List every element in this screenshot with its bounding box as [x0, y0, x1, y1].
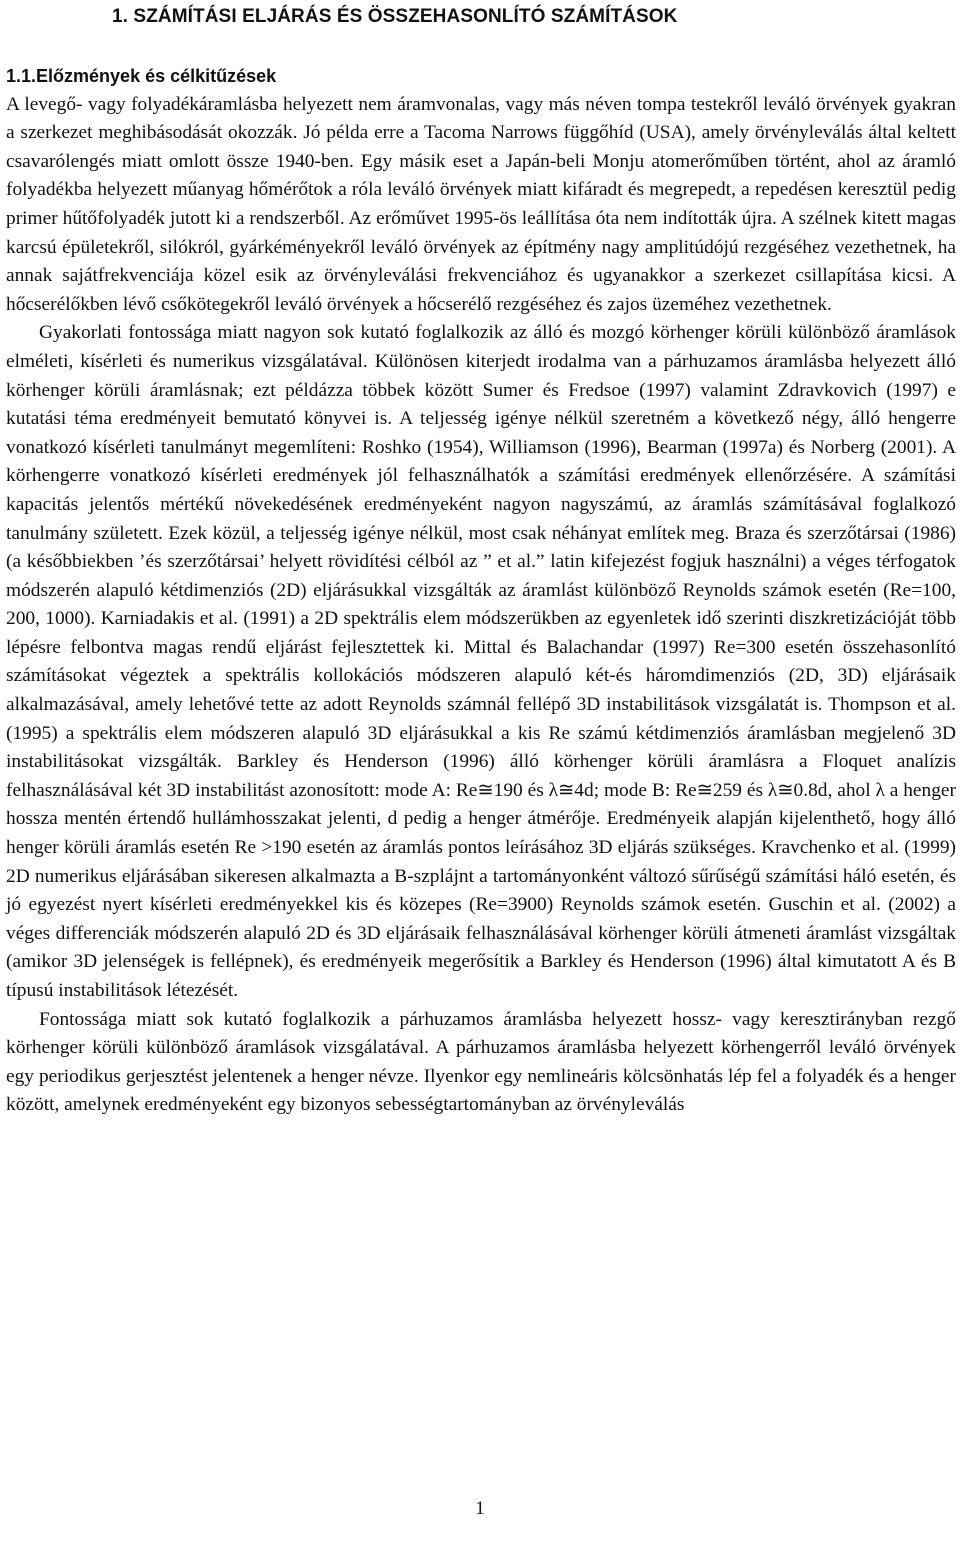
section-number: 1.1. [6, 66, 37, 86]
paragraph-2: Gyakorlati fontossága miatt nagyon sok kutató foglalkozik az álló és mozgó körhenger körüli különböző áramlások elméleti, kísérleti és numerikus vizsgálatával. Különösen kiterjedt irodalma van a párhuzamos áramlásba helyezett álló körhenger körüli áramlásnak; ezt példázza többek között Sumer és Fredsoe (1997) valamint Zdravkovich (1997) e kutatási téma eredményeit bemutató könyvei is. A teljesség igénye nélkül szeretném a következő négy, álló hengerre vonatkozó kísérleti tanulmányt megemlíteni: Roshko (1954), Williamson (1996), Bearman (1997a) és Norberg (2001). A körhengerre vonatkozó kísérleti eredmények jól felhasználhatók a számítási eredmények ellenőrzésére. A számítási kapacitás jelentős mértékű növekedésének eredményeként nagyon nagyszámú, az áramlás számításával foglalkozó tanulmány született. Ezek közül, a teljesség igénye nélkül, most csak néhányat említek meg. Braza és szerzőtársai (1986) (a későbbiekben ’és szerzőtársai’ helyett rövidítési célból az ” et al.” latin kifejezést fogjuk használni) a véges térfogatok módszerén alapuló kétdimenziós (2D) eljárásukkal vizsgálták az áramlást különböző Reynolds számok esetén (Re=100, 200, 1000). Karniadakis et al. (1991) a 2D spektrális elem módszerükben az egyenletek idő szerinti diszkretizációját több lépésre felbontva magas rendű eljárást fejlesztettek ki. Mittal és Balachandar (1997) Re=300 esetén összehasonlító számításokat végeztek a spektrális kollokációs módszeren alapuló két-és háromdimenziós (2D, 3D) eljárásaik alkalmazásával, amely lehetővé tette az adott Reynolds számnál fellépő 3D instabilitások vizsgálatát is. Thompson et al. (1995) a spektrális elem módszeren alapuló 3D eljárásukkal a kis Re számú kétdimenziós áramlásban megjelenő 3D instabilitásokat vizsgálták. Barkley és Henderson (1996) álló körhenger körüli áramlásra a Floquet analízis felhasználásával két 3D instabilitást azonosított: mode A: Re≅190 és λ≅4d; mode B: Re≅259 és λ≅0.8d, ahol λ a henger hossza mentén értendő hullámhosszakat jelenti, d pedig a henger átmérője. Eredményeik alapján kijelenthető, hogy álló henger körüli áramlás esetén Re >190 esetén az áramlás pontos leírásához 3D eljárás szükséges. Kravchenko et al. (1999) 2D numerikus eljárásában sikeresen alkalmazta a B-szplájnt a tartományonként változó sűrűségű számítási háló esetén, és jó egyezést nyert kísérleti eredményekkel kis és közepes (Re=3900) Reynolds számok esetén. Guschin et al. (2002) a véges differenciák módszerén alapuló 2D és 3D eljárásaik felhasználásával körhenger körüli átmeneti áramlást vizsgáltak (amikor 3D jelenségek is fellépnek), és eredményeik megerősítik a Barkley és Henderson (1996) által kimutatott A és B típusú instabilitások létezését. [6, 322, 956, 1001]
paragraph-3: Fontossága miatt sok kutató foglalkozik a párhuzamos áramlásba helyezett hossz- vagy keresztirányban rezgő körhenger körüli különböző áramlások vizsgálatával. A párhuzamos áramlásba helyezett körhengerről leváló örvények egy periodikus gerjesztést jelentenek a henger névze. Ilyenkor egy nemlineáris kölcsönhatás lép fel a folyadék és a henger között, amelynek eredményeként egy bizonyos sebességtartományban az örvényleválás [6, 1008, 956, 1116]
paragraph-1: A levegő- vagy folyadékáramlásba helyezett nem áramvonalas, vagy más néven tompa testekről leváló örvények gyakran a szerkezet meghibásodását okozzák. Jó példa erre a Tacoma Narrows függőhíd (USA), amely örvényleválás által keltett csavarólengés miatt omlott össze 1940-ben. Egy másik eset a Japán-beli Monju atomerőműben történt, ahol az áramló folyadékba helyezett műanyag hőmérőtok a róla leváló örvények miatt kifáradt és megrepedt, a repedésen keresztül pedig primer hűtőfolyadék jutott ki a rendszerből. Az erőművet 1995-ös leállítása óta nem indították újra. A szélnek kitett magas karcsú épületekről, silókról, gyárkéményekről leváló örvények az építmény nagy amplitúdójú rezgéséhez vezethetnek, ha annak sajátfrekvenciája közel esik az örvényleválási frekvenciához és ugyanakkor a szerkezet csillapítása kicsi. A hőcserélőkben lévő csőkötegekről leváló örvények a hőcserélő rezgéséhez és zajos üzeméhez vezethetnek. [6, 93, 956, 315]
section-title: Előzmények és célkitűzések [36, 66, 277, 86]
page-number: 1 [475, 1498, 485, 1519]
body-text [6, 62, 956, 1120]
chapter-title: 1. SZÁMÍTÁSI ELJÁRÁS ÉS ÖSSZEHASONLÍTÓ SZÁMÍTÁSOK [112, 6, 678, 27]
section-heading [6, 62, 956, 91]
